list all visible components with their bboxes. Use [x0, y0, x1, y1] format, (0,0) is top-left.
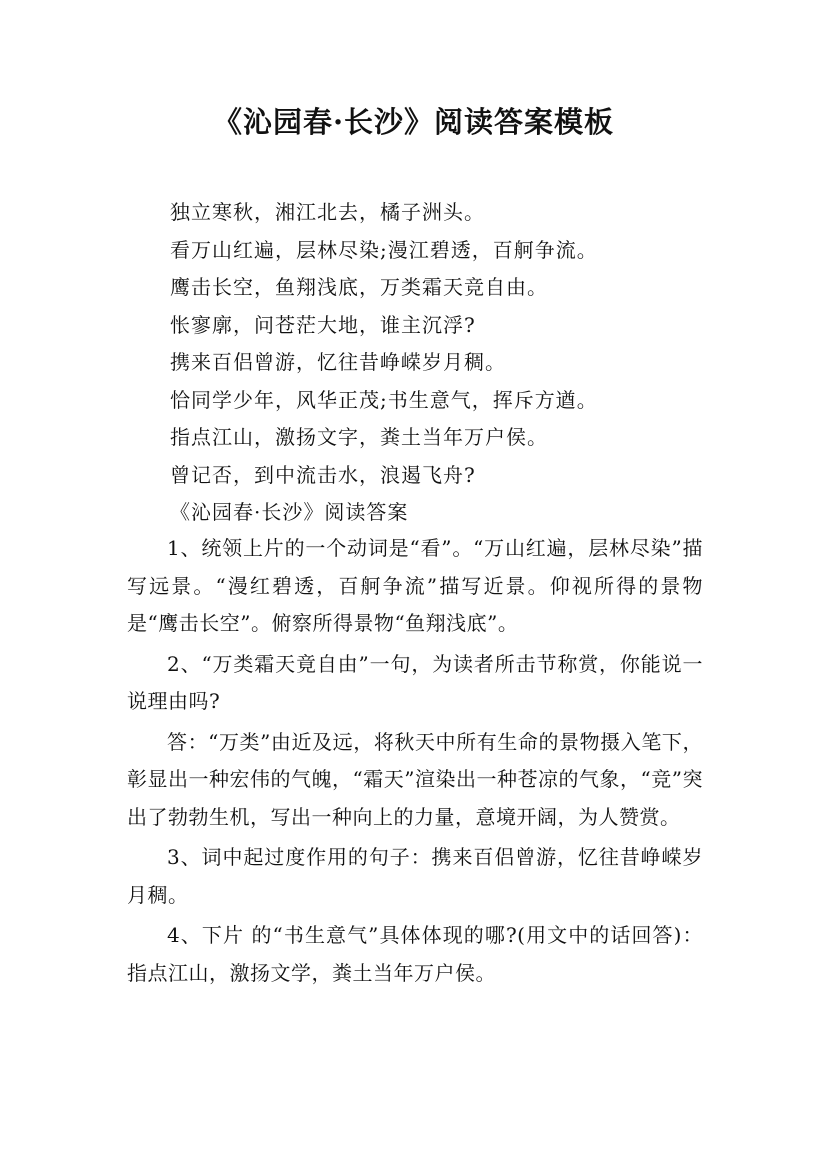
- answer-paragraph-4: 4、下片 的“书生意气”具体体现的哪?(用文中的话回答)：指点江山，激扬文学，粪土当年万户侯。: [127, 923, 703, 985]
- poem-line: 携来百侣曾游，忆往昔峥嵘岁月稠。: [170, 350, 506, 374]
- poem-line: 独立寒秋，湘江北去，橘子洲头。: [170, 200, 485, 224]
- poem-line: 看万山红遍，层林尽染;漫江碧透，百舸争流。: [170, 237, 598, 262]
- poem-text: [170, 194, 730, 532]
- poem-line: 怅寥廓，问苍茫大地，谁主沉浮?: [170, 312, 476, 337]
- poem-line: 恰同学少年，风华正茂;书生意气，挥斥方遒。: [170, 387, 598, 412]
- answer-paragraph-2-answer: 答：“万类”由近及远，将秋天中所有生命的景物摄入笔下，彰显出一种宏伟的气魄，“霜天”渲染出一种苍凉的气象，“竞”突出了勃勃生机，写出一种向上的力量，意境开阔，为人赞赏。: [127, 729, 703, 829]
- answer-section: [127, 530, 703, 992]
- answer-paragraph-2-question: 2、“万类霜天竟自由”一句，为读者所击节称赏，你能说一说理由吗?: [127, 651, 703, 713]
- answer-section-heading: 《沁园春·长沙》阅读答案: [170, 500, 409, 524]
- poem-line: 指点江山，激扬文字，粪土当年万户侯。: [170, 425, 548, 449]
- poem-line: 鹰击长空，鱼翔浅底，万类霜天竞自由。: [170, 275, 548, 299]
- poem-line: 曾记否，到中流击水，浪遏飞舟?: [170, 462, 476, 487]
- document-title: 《沁园春·长沙》阅读答案模板: [212, 105, 615, 139]
- answer-paragraph-3: 3、词中起过度作用的句子：携来百侣曾游，忆往昔峥嵘岁月稠。: [127, 845, 703, 907]
- answer-paragraph-1: 1、统领上片的一个动词是“看”。“万山红遍，层林尽染”描写远景。“漫红碧透，百舸争流”描写近景。仰视所得的景物是“鹰击长空”。俯察所得景物“鱼翔浅底”。: [127, 536, 703, 635]
